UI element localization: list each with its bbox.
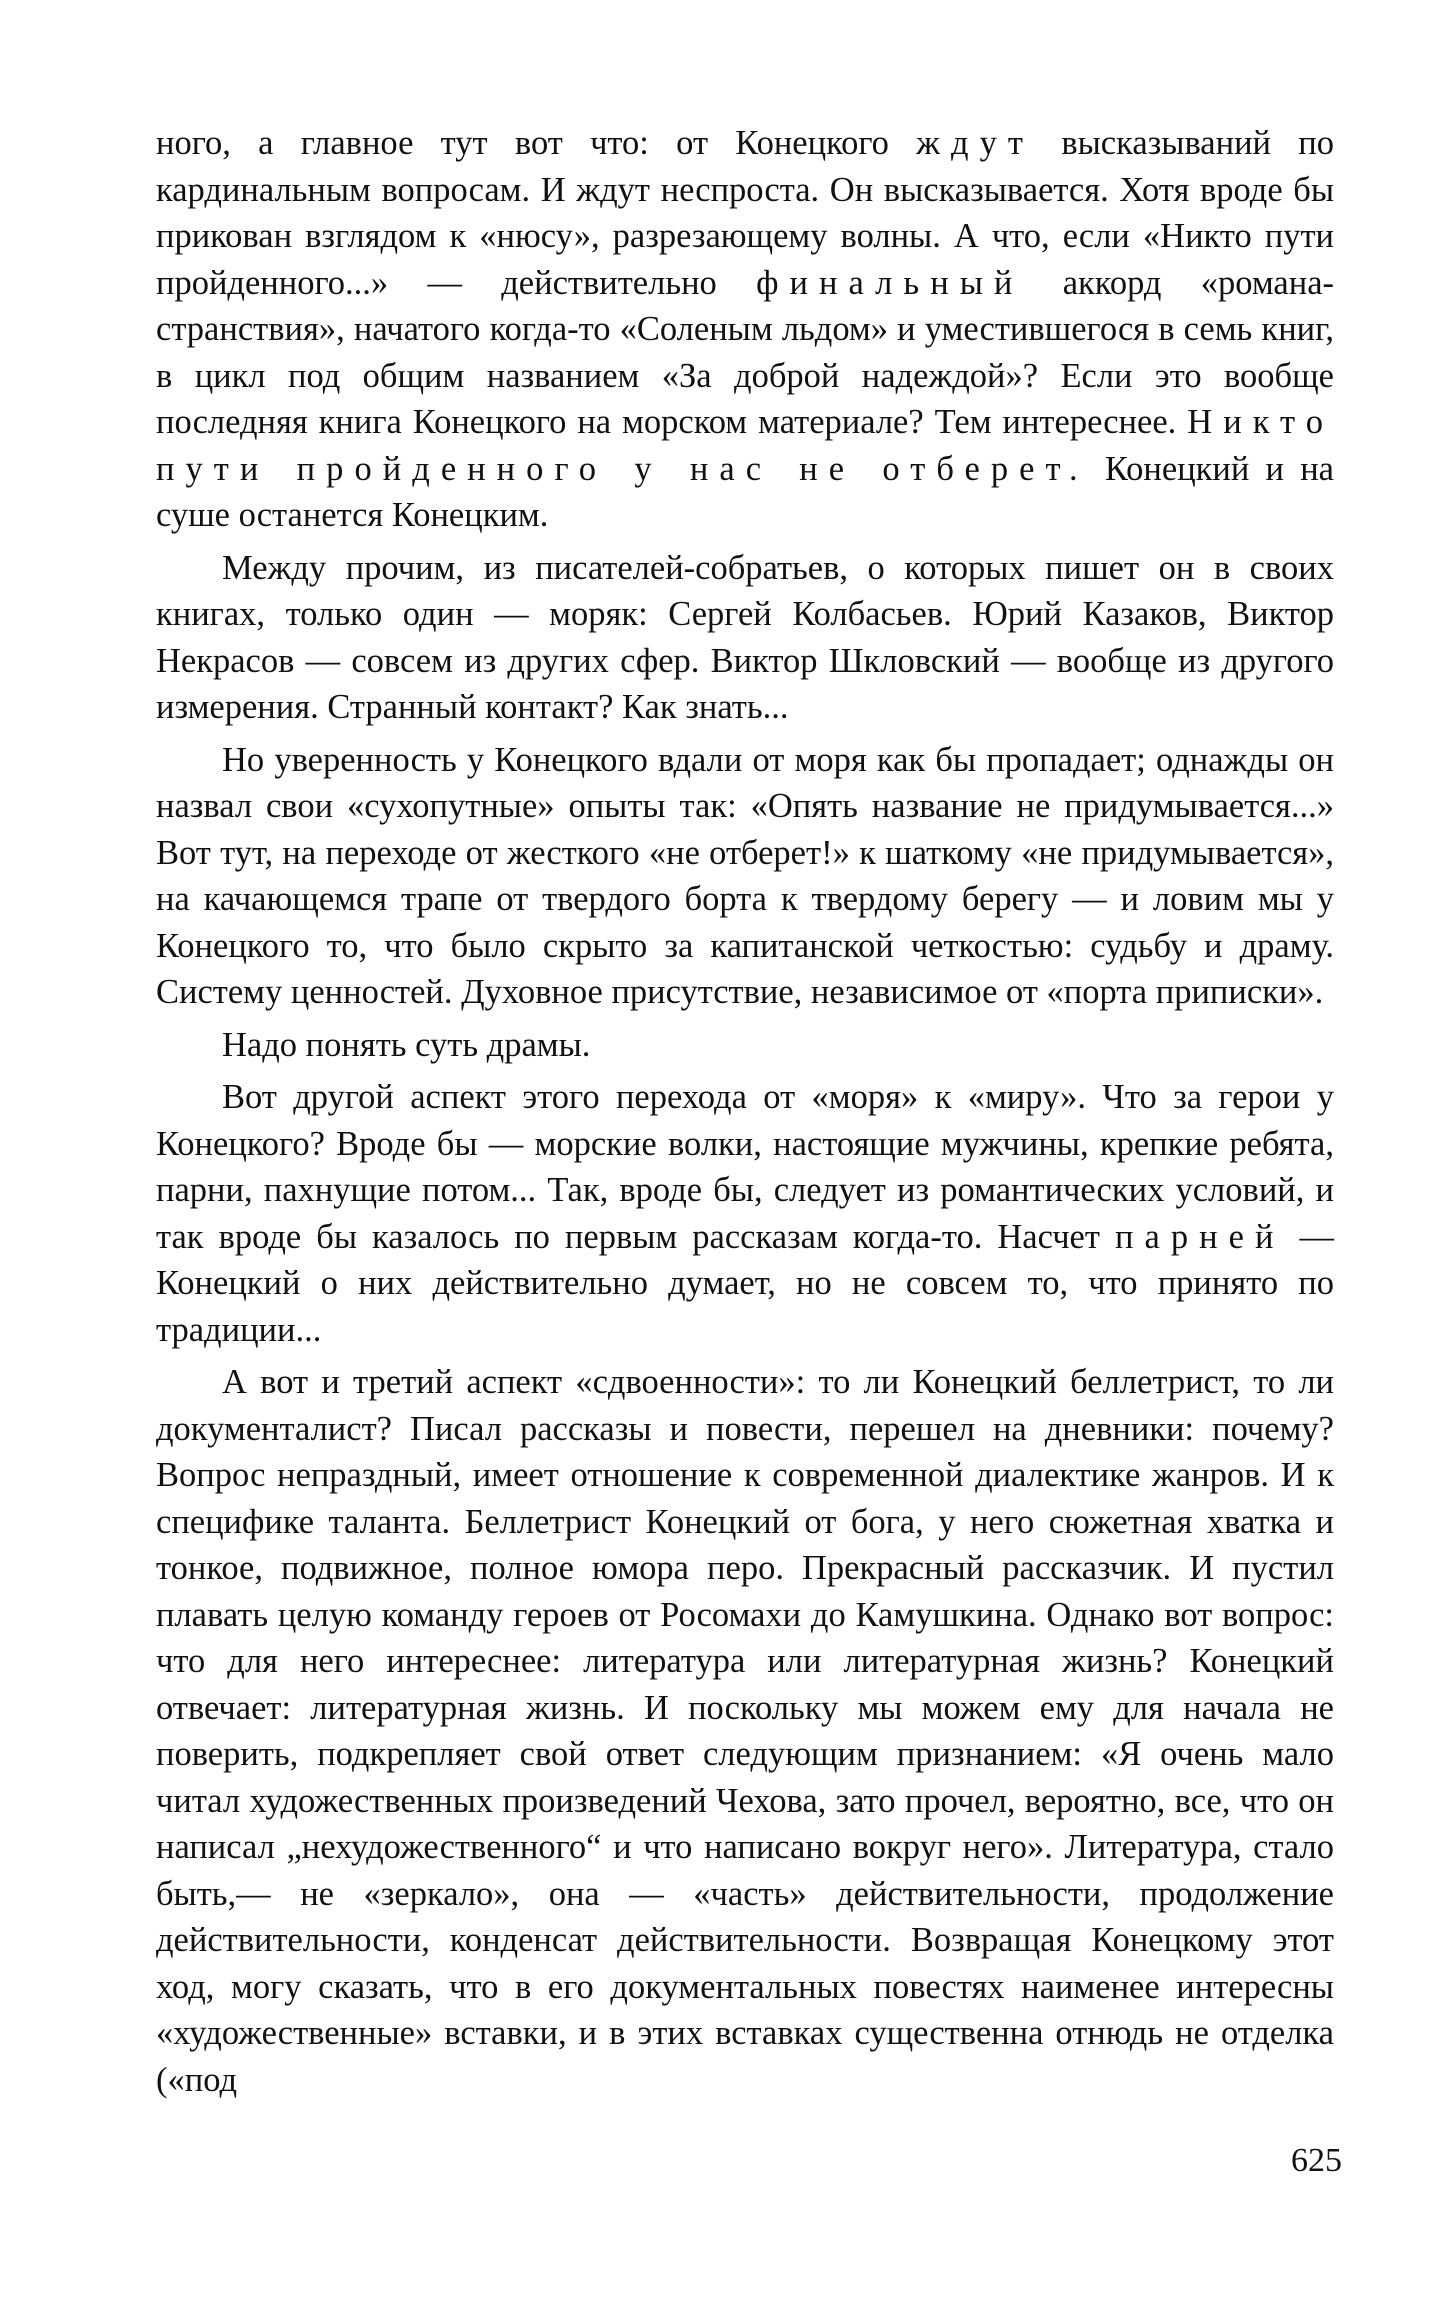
paragraph — [156, 737, 1334, 1016]
paragraph — [156, 1022, 1334, 1069]
paragraph — [156, 1359, 1334, 2103]
paragraph — [156, 545, 1334, 731]
page-number: 625 — [1291, 2142, 1342, 2179]
text-run: ного, а главное тут вот что: от Конецкого — [156, 124, 917, 162]
text-run: Но уверенность у Конецкого вдали от моря как бы пропадает; однажды он назвал свои «сухопутные» опыты так: «Опять название не придумывается...» Вот тут, на переходе от жесткого «не отберет!» к шаткому «не придумывается», на качающемся трапе от твердого борта к твердому берегу — и ловим мы у Конецкого то, что было скрыто за капитанской четкостью: судьбу и драму. Систему ценностей. Духовное присутствие, независимое от «порта приписки». — [156, 740, 1334, 1011]
text-run: аккорд «романа-странствия», начатого когда-то «Соленым льдом» и уместившегося в семь книг, в цикл под общим названием «За доброй надеждой»? Если это вообще последняя книга Конецкого на морском материале? Тем интереснее. — [156, 263, 1334, 441]
spaced-emphasis: парней — [1114, 1217, 1285, 1256]
spaced-emphasis: финальный — [756, 263, 1024, 302]
text-run: Между прочим, из писателей-собратьев, о которых пишет он в своих книгах, только один — моряк: Сергей Колбасьев. Юрий Казаков, Виктор Некрасов — совсем из других сфер. Виктор Шкловский — вообще из другого измерения. Странный контакт? Как знать... — [156, 548, 1334, 726]
text-run: Вот другой аспект этого перехода от «моря» к «миру». Что за герои у Конецкого? Вроде бы — морские волки, настоящие мужчины, крепкие ребята, парни, пахнущие потом... Так, вроде бы, следует из романтических условий, и так вроде бы казалось по первым рассказам когда-то. Насчет — [156, 1078, 1334, 1256]
text-run: Надо понять суть драмы. — [222, 1025, 591, 1064]
paragraph — [156, 120, 1334, 539]
text-run: высказываний по кардинальным вопросам. И ждут неспроста. Он высказывается. Хотя вроде бы прикован взглядом к «нюсу», разрезающему волны. А что, если «Никто пути пройденного...» — действительно — [156, 124, 1334, 302]
spaced-emphasis: Никто пути пройденного у нас не отберет. — [156, 403, 1334, 488]
text-run: Конецкий и на суше останется Конецким. — [156, 449, 1334, 534]
text-run: — Конецкий о них действительно думает, но не совсем то, что принято по традиции... — [156, 1217, 1334, 1349]
spaced-emphasis: ждут — [916, 124, 1035, 162]
text-run: А вот и третий аспект «сдвоенности»: то ли Конецкий беллетрист, то ли документалист? Писал рассказы и повести, перешел на дневники: почему? Вопрос непраздный, имеет отношение к современной диалектике жанров. И к специфике таланта. Беллетрист Конецкий от бога, у него сюжетная хватка и тонкое, подвижное, полное юмора перо. Прекрасный рассказчик. И пустил плавать целую команду героев от Росомахи до Камушкина. Однако вот вопрос: что для него интереснее: литература или литературная жизнь? Конецкий отвечает: литературная жизнь. И поскольку мы можем ему для начала не поверить, подкрепляет свой ответ следующим признанием: «Я очень мало читал художественных произведений Чехова, зато прочел, вероятно, все, что он написал „нехудожественного“ и что написано вокруг него». Литература, стало быть,— не «зеркало», она — «часть» действительности, продолжение действительности, конденсат действительности. Возвращая Конецкому этот ход, могу сказать, что в его документальных повестях наименее интересны «художественные» вставки, и в этих вставках существенна отнюдь не отделка («под — [156, 1363, 1334, 2099]
body-text — [156, 120, 1334, 2109]
paragraph — [156, 1074, 1334, 1353]
